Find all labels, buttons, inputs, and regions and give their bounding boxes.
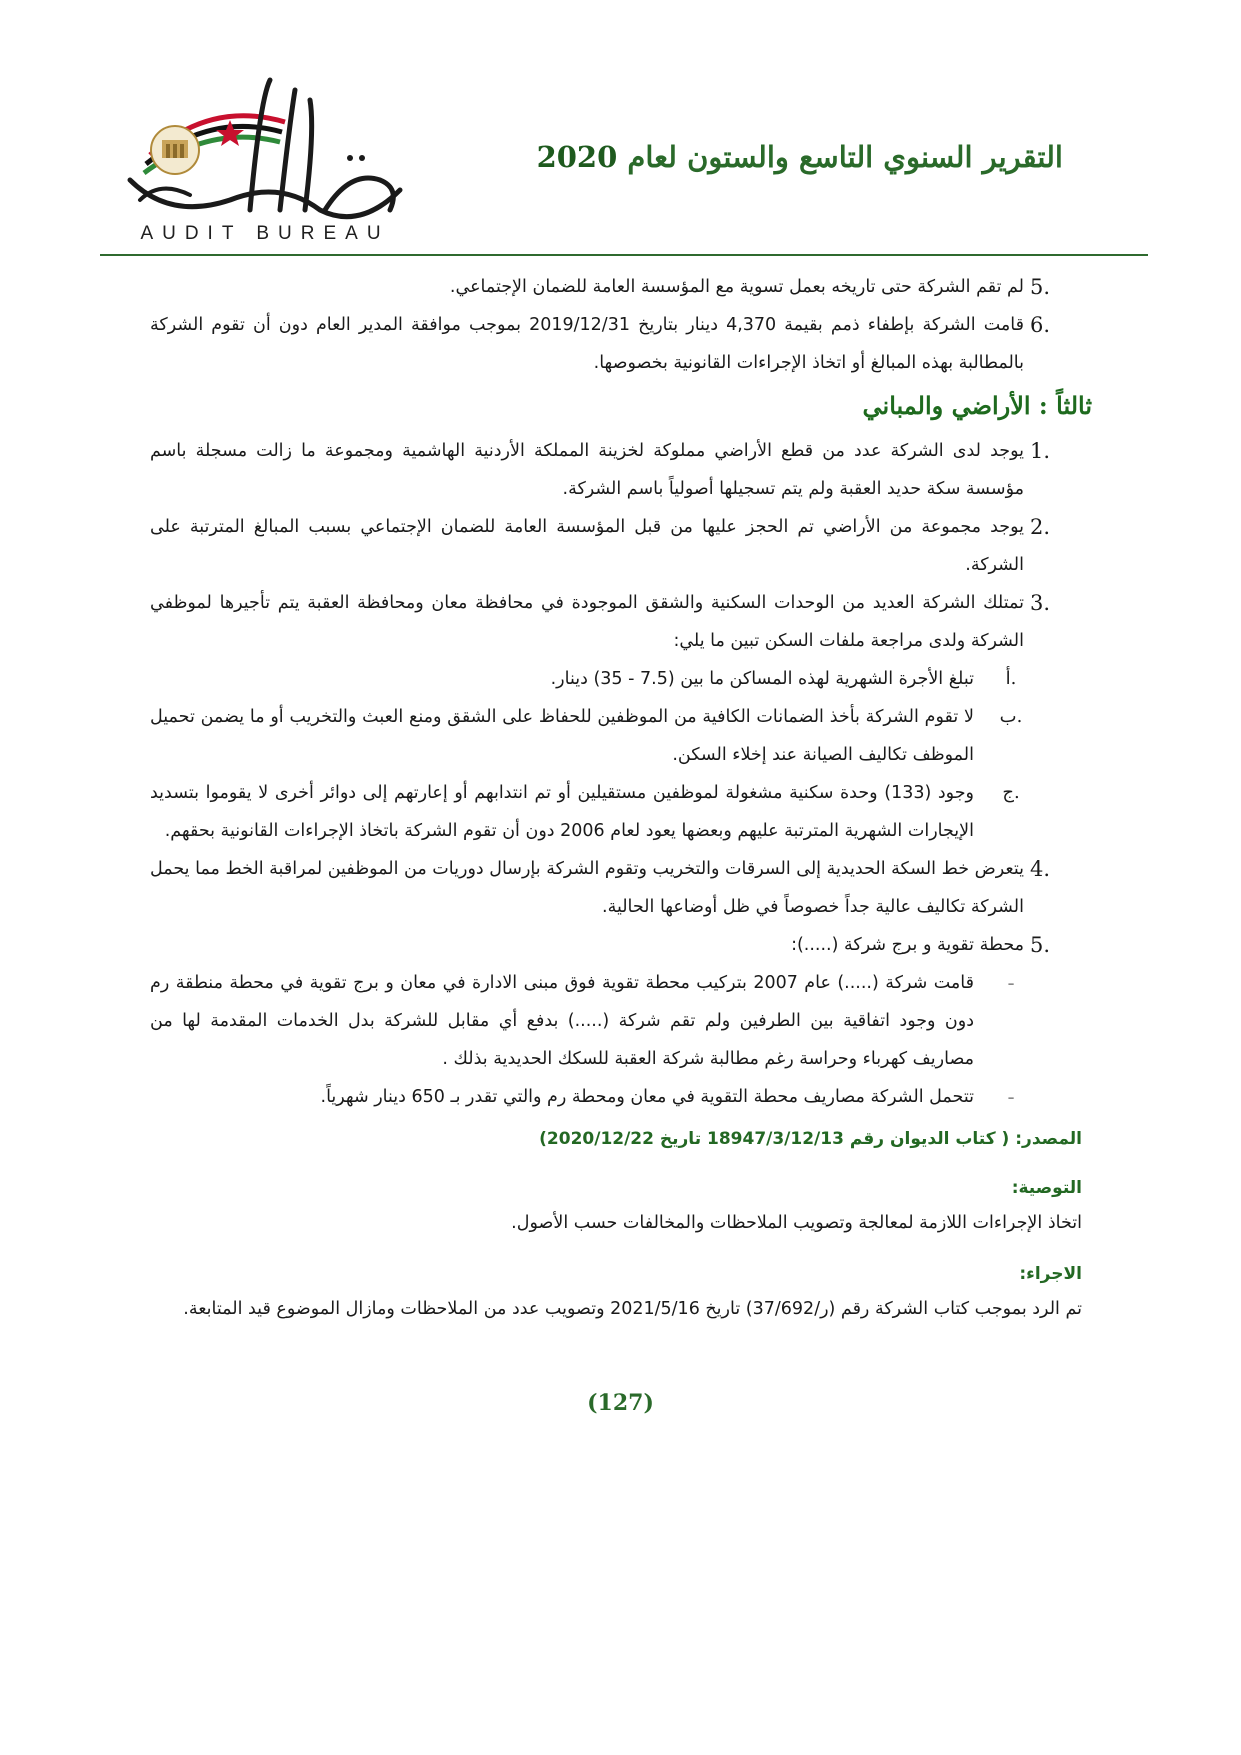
list-item	[150, 584, 1082, 660]
dash-bullet: -	[1007, 971, 1015, 995]
report-title-text: التقرير السنوي التاسع والستون لعام	[627, 140, 1063, 174]
header-divider	[100, 254, 1148, 256]
sub-item-text: تبلغ الأجرة الشهرية لهذه المساكن ما بين (7.5 - 35) دينار.	[550, 669, 974, 689]
sub-list-item	[150, 774, 1032, 850]
list-item	[150, 926, 1082, 964]
document-body	[150, 268, 1092, 1328]
recommendation-label: التوصية:	[1011, 1178, 1082, 1198]
item-number: 3.	[1030, 591, 1051, 615]
dash-item-text: تتحمل الشركة مصاريف محطة التقوية في معان ومحطة رم والتي تقدر بـ 650 دينار شهرياً.	[320, 1087, 974, 1107]
action-label: الاجراء:	[1019, 1264, 1082, 1284]
logo-caption: AUDIT BUREAU	[140, 223, 390, 244]
item-number: 1.	[1030, 439, 1051, 463]
dash-list-item	[150, 1078, 1032, 1116]
list-item	[150, 268, 1082, 306]
sub-item-text: لا تقوم الشركة بأخذ الضمانات الكافية من الموظفين للحفاظ على الشقق ومنع العبث والتخريب أو ما يضمن تحميل الموظف تكاليف الصيانة عند إخلاء السكن.	[150, 707, 974, 765]
item-text: لم تقم الشركة حتى تاريخه بعمل تسوية مع المؤسسة العامة للضمان الإجتماعي.	[449, 277, 1024, 297]
report-year: 2020	[536, 140, 618, 174]
item-text: تمتلك الشركة العديد من الوحدات السكنية والشقق الموجودة في محافظة معان ومحافظة العقبة يتم تأجيرها لموظفي الشركة ولدى مراجعة ملفات السكن تبين ما يلي:	[150, 593, 1024, 651]
list-item	[150, 432, 1082, 508]
sub-item-letter: أ.	[1005, 668, 1017, 689]
item-text: قامت الشركة بإطفاء ذمم بقيمة 4,370 دينار بتاريخ 2019/12/31 بموجب موافقة المدير العام دون أن تقوم الشركة بالمطالبة بهذه المبالغ أو اتخاذ الإجراءات القانونية بخصوصها.	[150, 315, 1024, 373]
source-reference: المصدر: ( كتاب الديوان رقم 18947/3/12/13 تاريخ 2020/12/22)	[539, 1129, 1082, 1149]
page-number: (127)	[587, 1390, 654, 1416]
dash-list-item	[150, 964, 1032, 1078]
sub-item-text: وجود (133) وحدة سكنية مشغولة لموظفين مستقيلين أو تم انتدابهم أو إعارتهم إلى دوائر أخرى لا يقوموا بتسديد الإيجارات الشهرية المترتبة عليهم وبعضها يعود لعام 2006 دون أن تقوم الشركة باتخاذ الإجراءات القانونية بحقهم.	[150, 783, 974, 841]
item-number: 5.	[1030, 275, 1051, 299]
item-number: 4.	[1030, 857, 1051, 881]
section-heading: ثالثاً : الأراضي والمباني	[862, 391, 1092, 420]
item-text: يوجد لدى الشركة عدد من قطع الأراضي مملوكة لخزينة المملكة الأردنية الهاشمية ومجموعة ما زالت مسجلة باسم مؤسسة سكة حديد العقبة ولم يتم تسجيلها أصولياً باسم الشركة.	[150, 441, 1024, 499]
sub-item-letter: ج.	[1002, 782, 1020, 803]
list-item	[150, 508, 1082, 584]
audit-bureau-logo	[110, 60, 420, 250]
item-number: 6.	[1030, 313, 1051, 337]
sub-list-item	[150, 698, 1032, 774]
action-text: تم الرد بموجب كتاب الشركة رقم (ر/37/692) تاريخ 2021/5/16 وتصويب عدد من الملاحظات ومازال الموضوع قيد المتابعة.	[183, 1299, 1082, 1319]
list-item	[150, 850, 1082, 926]
sub-item-letter: ب.	[999, 706, 1023, 727]
dash-bullet: -	[1007, 1085, 1015, 1109]
page-header	[0, 0, 1241, 260]
list-item	[150, 306, 1082, 382]
item-number: 5.	[1030, 933, 1051, 957]
item-text: يتعرض خط السكة الحديدية إلى السرقات والتخريب وتقوم الشركة بإرسال دوريات من الموظفين لمراقبة الخط مما يحمل الشركة تكاليف عالية جداً خصوصاً في ظل أوضاعها الحالية.	[150, 859, 1024, 917]
dash-item-text: قامت شركة (.....) عام 2007 بتركيب محطة تقوية فوق مبنى الادارة في معان و برج تقوية في محطة منطقة رم دون وجود اتفاقية بين الطرفين ولم تقم شركة (.....) بدفع أي مقابل للشركة بدل الخدمات المقدمة لها من مصاريف كهرباء وحراسة رغم مطالبة شركة العقبة للسكك الحديدية بذلك .	[150, 973, 974, 1069]
item-text: يوجد مجموعة من الأراضي تم الحجز عليها من قبل المؤسسة العامة للضمان الإجتماعي بسبب المبالغ المترتبة على الشركة.	[150, 517, 1024, 575]
item-number: 2.	[1030, 515, 1051, 539]
report-title	[537, 140, 1063, 174]
sub-list-item	[150, 660, 1032, 698]
item-text: محطة تقوية و برج شركة (.....):	[791, 935, 1024, 955]
recommendation-text: اتخاذ الإجراءات اللازمة لمعالجة وتصويب الملاحظات والمخالفات حسب الأصول.	[511, 1213, 1082, 1233]
calligraphy-logo-icon	[110, 60, 420, 250]
